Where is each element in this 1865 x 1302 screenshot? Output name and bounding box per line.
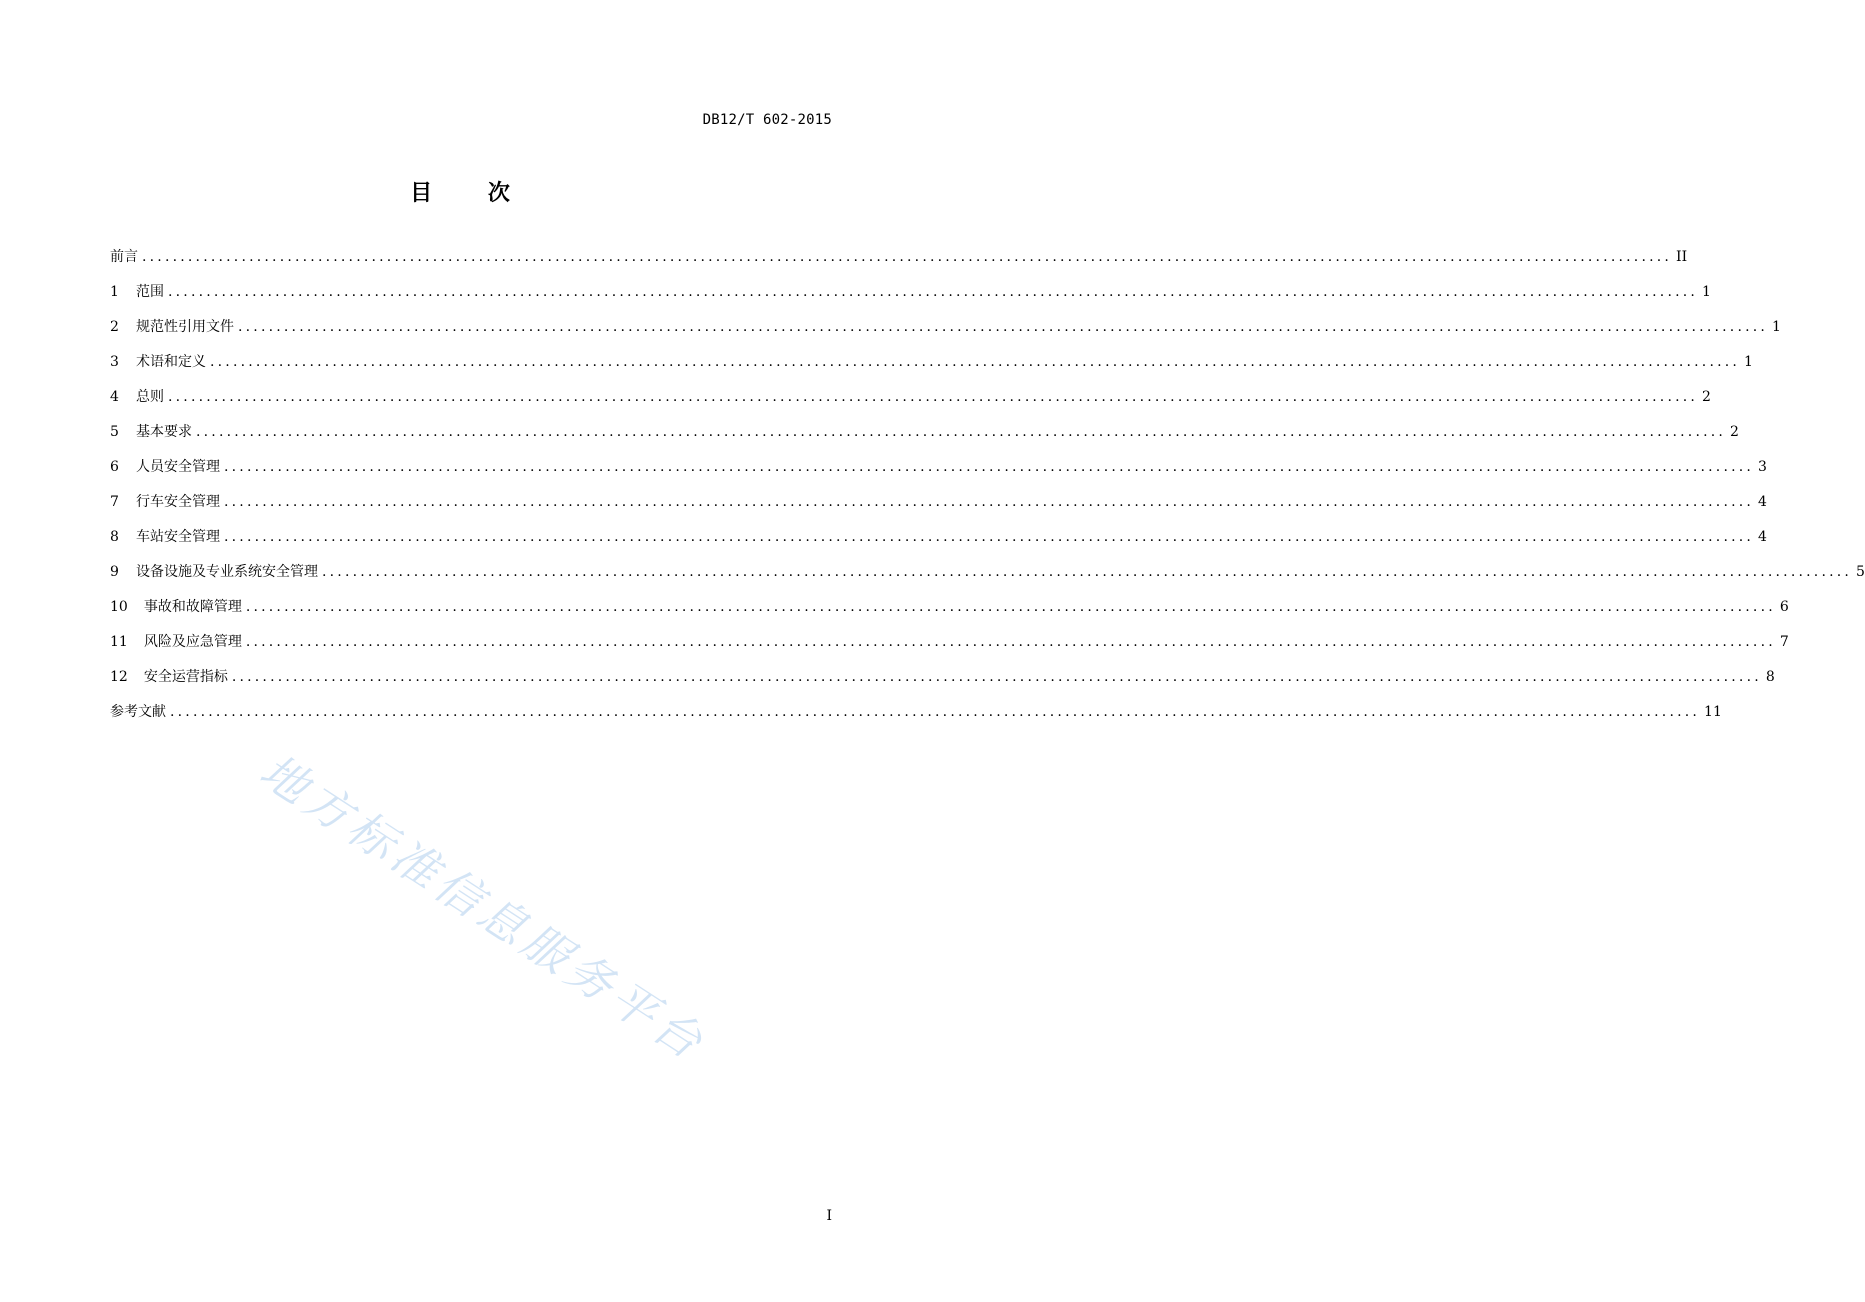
toc-leader: ........................................................................................................................................................................................................ [168, 389, 1699, 405]
toc-leader: ........................................................................................................................................................................................................ [231, 669, 1762, 685]
toc-entry-foreword[interactable] [110, 245, 1688, 280]
toc-number: 6 [110, 459, 119, 475]
toc-entry-12[interactable] [110, 665, 1775, 700]
toc-number: 5 [110, 424, 119, 440]
toc-page-number: 1 [1744, 354, 1753, 370]
toc-label: 范围 [136, 284, 164, 300]
toc-page-number: 8 [1765, 669, 1775, 685]
toc-page-number: 2 [1730, 424, 1739, 440]
toc-entry-9[interactable] [110, 560, 1865, 595]
toc-page-number: II [1676, 249, 1688, 265]
page-number: I [826, 1208, 832, 1224]
toc-entry-6[interactable] [110, 455, 1767, 490]
toc-number: 3 [110, 354, 119, 370]
toc-entry-2[interactable] [110, 315, 1781, 350]
toc-page-number: 4 [1758, 494, 1767, 510]
toc-entry-1[interactable] [110, 280, 1711, 315]
document-code: DB12/T 602-2015 [702, 112, 832, 128]
toc-entry-5[interactable] [110, 420, 1739, 455]
toc-leader: ........................................................................................................................................................................................................ [322, 564, 1853, 580]
toc-leader: ........................................................................................................................................................................................................ [170, 704, 1701, 720]
toc-entry-4[interactable] [110, 385, 1711, 420]
toc-number: 4 [110, 389, 119, 405]
toc-page-number: 11 [1704, 704, 1722, 720]
toc-number: 11 [110, 634, 128, 650]
toc-page-number: 1 [1772, 319, 1781, 335]
toc-number: 10 [110, 599, 128, 615]
toc-label: 车站安全管理 [136, 529, 220, 545]
toc-entry-7[interactable] [110, 490, 1767, 525]
toc-leader: ........................................................................................................................................................................................................ [245, 634, 1776, 650]
toc-number: 9 [110, 564, 119, 580]
watermark: 地方标准信息服务平台 [250, 743, 717, 1072]
toc-page-number: 2 [1702, 389, 1711, 405]
toc-entry-references[interactable] [110, 700, 1722, 735]
toc-label: 行车安全管理 [136, 494, 220, 510]
toc-leader: ........................................................................................................................................................................................................ [238, 319, 1769, 335]
toc-leader: ........................................................................................................................................................................................................ [224, 494, 1755, 510]
toc-label: 风险及应急管理 [143, 634, 242, 650]
toc-page-number: 7 [1779, 634, 1789, 650]
toc-leader: ........................................................................................................................................................................................................ [210, 354, 1741, 370]
toc-label: 事故和故障管理 [143, 599, 242, 615]
toc-label: 设备设施及专业系统安全管理 [136, 564, 318, 580]
toc-number: 12 [110, 669, 128, 685]
toc-leader: ........................................................................................................................................................................................................ [142, 249, 1673, 265]
toc-number: 2 [110, 319, 119, 335]
toc-page-number: 3 [1758, 459, 1767, 475]
toc-number: 7 [110, 494, 119, 510]
toc-label: 术语和定义 [136, 354, 206, 370]
toc-label: 前言 [110, 249, 138, 265]
toc-entry-8[interactable] [110, 525, 1767, 560]
toc-label: 规范性引用文件 [136, 319, 234, 335]
toc-leader: ........................................................................................................................................................................................................ [224, 459, 1755, 475]
table-of-contents [110, 245, 1865, 735]
toc-page-number: 5 [1856, 564, 1865, 580]
toc-label: 人员安全管理 [136, 459, 220, 475]
toc-label: 安全运营指标 [143, 669, 228, 685]
toc-entry-3[interactable] [110, 350, 1753, 385]
toc-entry-10[interactable] [110, 595, 1789, 630]
toc-entry-11[interactable] [110, 630, 1789, 665]
toc-leader: ........................................................................................................................................................................................................ [168, 284, 1699, 300]
toc-label: 基本要求 [136, 424, 192, 440]
toc-number: 1 [110, 284, 119, 300]
toc-page-number: 4 [1758, 529, 1767, 545]
toc-number: 8 [110, 529, 119, 545]
toc-leader: ........................................................................................................................................................................................................ [245, 599, 1776, 615]
toc-leader: ........................................................................................................................................................................................................ [224, 529, 1755, 545]
toc-page-number: 6 [1779, 599, 1789, 615]
toc-leader: ........................................................................................................................................................................................................ [196, 424, 1727, 440]
toc-label: 参考文献 [110, 704, 166, 720]
toc-label: 总则 [136, 389, 164, 405]
page-title: 目 次 [410, 181, 534, 206]
toc-page-number: 1 [1702, 284, 1711, 300]
